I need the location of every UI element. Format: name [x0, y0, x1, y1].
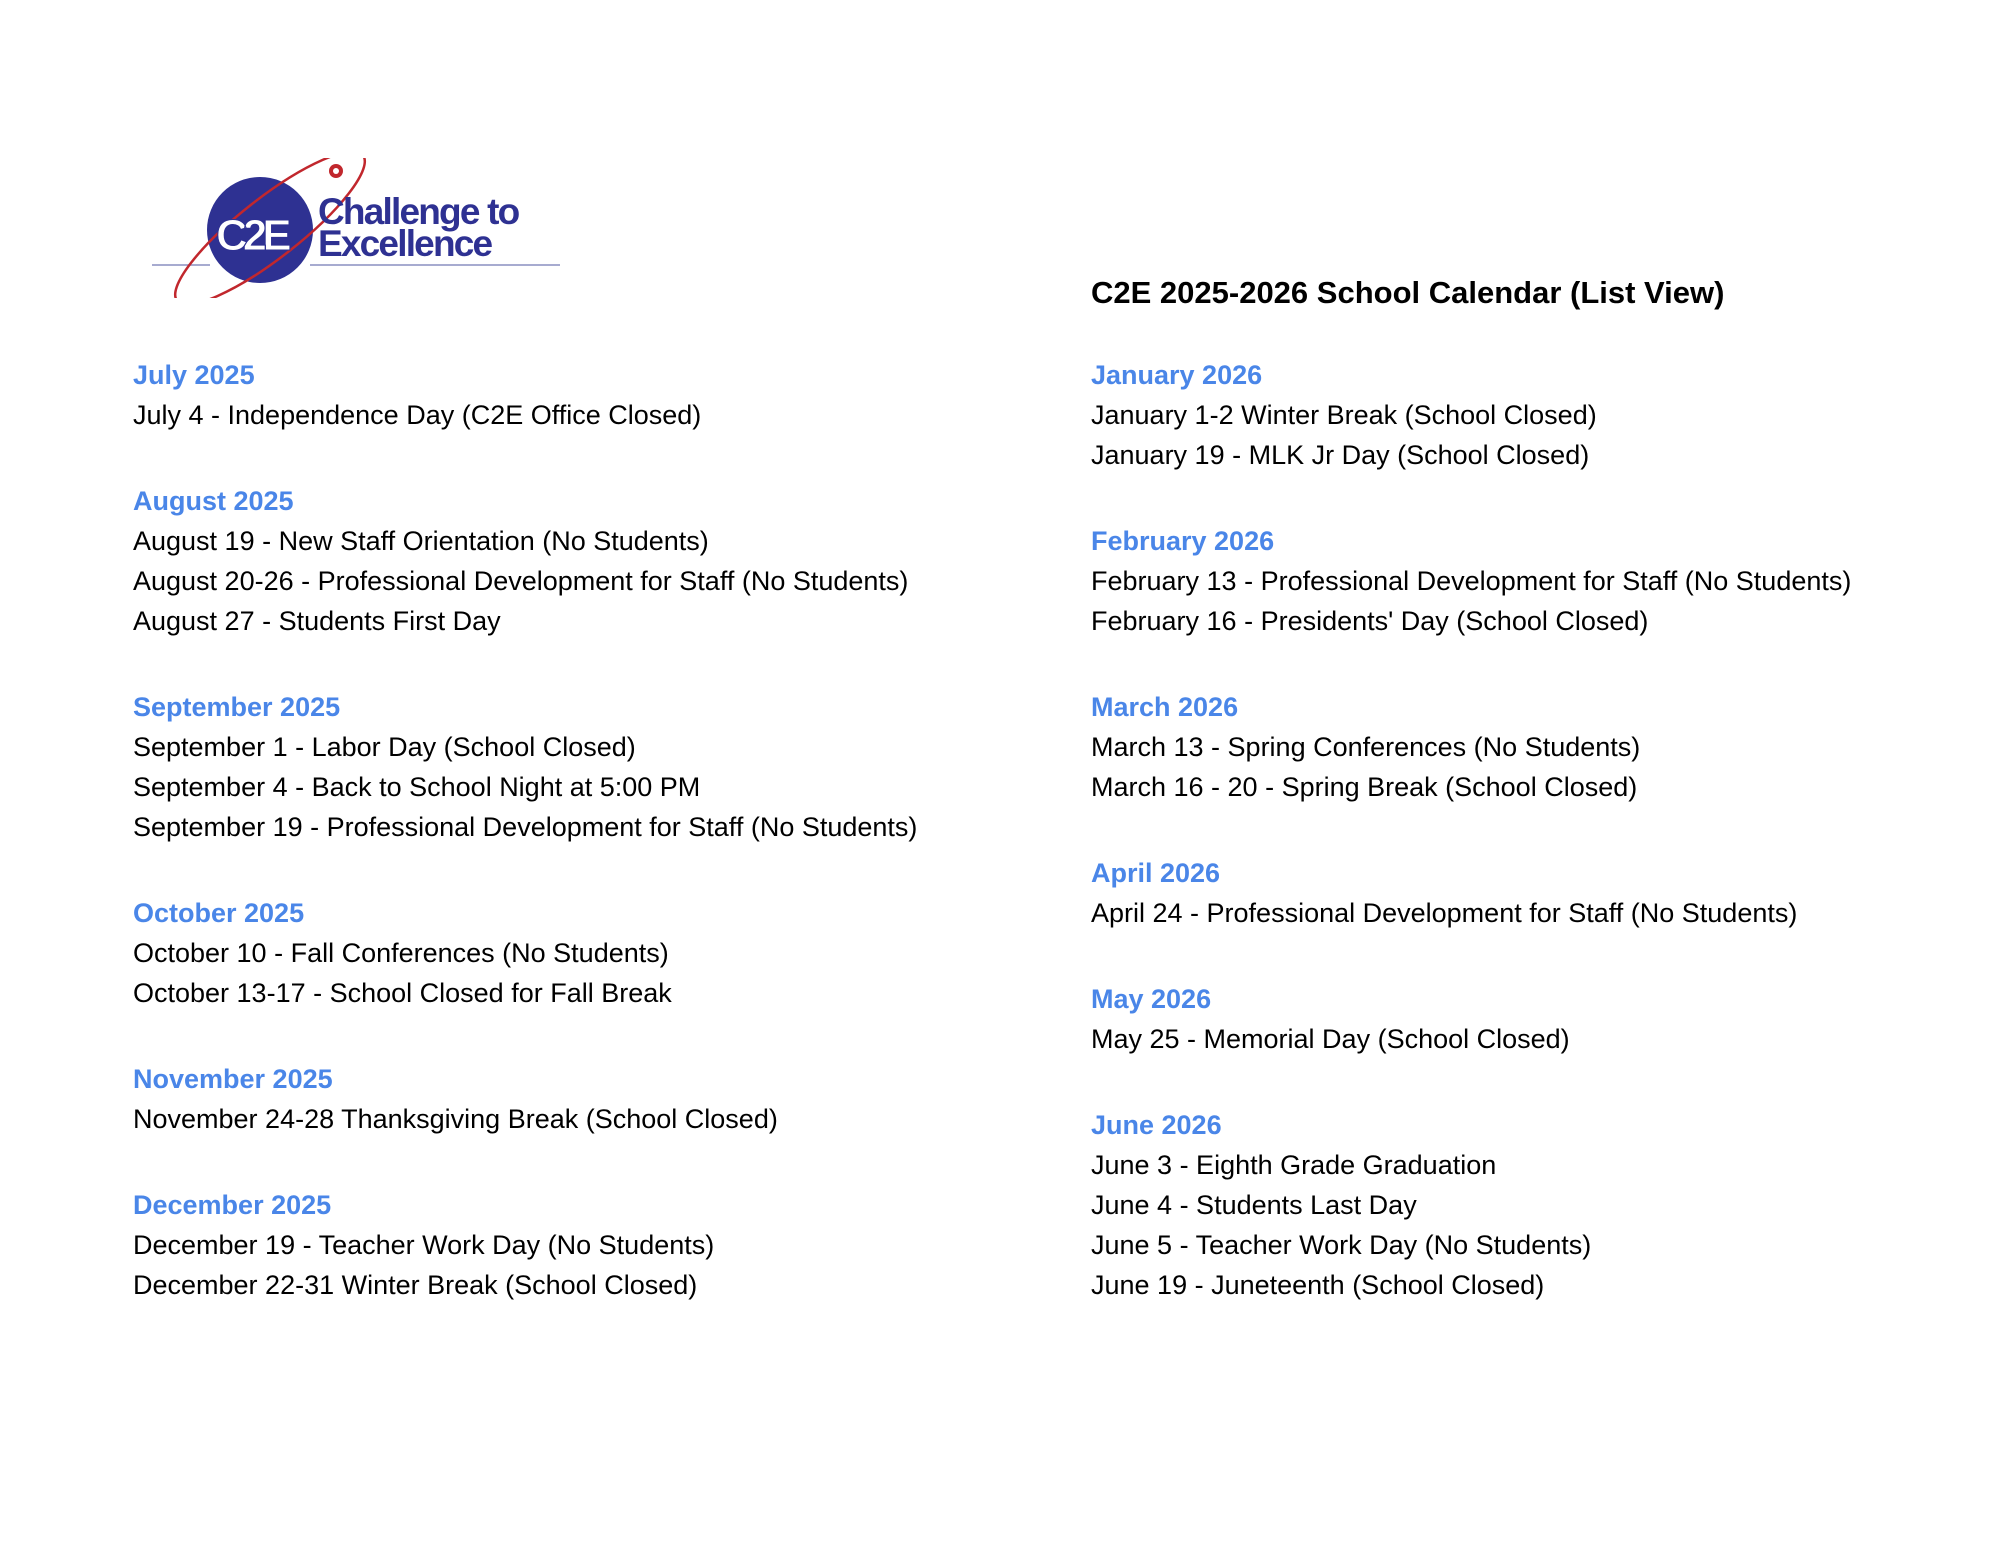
month-section	[1091, 687, 1851, 807]
month-heading: June 2026	[1091, 1110, 1222, 1140]
c2e-logo	[150, 158, 570, 298]
month-section	[1091, 853, 1851, 933]
calendar-event: February 16 - Presidents' Day (School Closed)	[1091, 606, 1649, 636]
month-heading: December 2025	[133, 1190, 332, 1220]
calendar-event: August 27 - Students First Day	[133, 606, 501, 636]
month-heading: September 2025	[133, 692, 341, 722]
calendar-event: June 4 - Students Last Day	[1091, 1190, 1417, 1220]
calendar-event: February 13 - Professional Development for Staff (No Students)	[1091, 566, 1852, 596]
month-heading: April 2026	[1091, 858, 1221, 888]
month-section	[133, 481, 917, 641]
month-heading: January 2026	[1091, 360, 1263, 390]
month-heading: May 2026	[1091, 984, 1212, 1014]
calendar-event: April 24 - Professional Development for Staff (No Students)	[1091, 898, 1798, 928]
calendar-event: October 13-17 - School Closed for Fall Break	[133, 978, 672, 1008]
calendar-event: March 16 - 20 - Spring Break (School Closed)	[1091, 772, 1638, 802]
page-title: C2E 2025-2026 School Calendar (List View)	[1091, 275, 1725, 310]
calendar-event: October 10 - Fall Conferences (No Students)	[133, 938, 669, 968]
month-heading: November 2025	[133, 1064, 333, 1094]
calendar-event: August 19 - New Staff Orientation (No Students)	[133, 526, 709, 556]
calendar-event: June 5 - Teacher Work Day (No Students)	[1091, 1230, 1592, 1260]
calendar-event: December 19 - Teacher Work Day (No Students)	[133, 1230, 715, 1260]
month-section	[133, 1185, 917, 1305]
calendar-event: January 19 - MLK Jr Day (School Closed)	[1091, 440, 1590, 470]
calendar-event: June 3 - Eighth Grade Graduation	[1091, 1150, 1497, 1180]
month-section	[133, 893, 917, 1013]
calendar-event: July 4 - Independence Day (C2E Office Closed)	[133, 400, 702, 430]
month-heading: August 2025	[133, 486, 294, 516]
calendar-event: June 19 - Juneteenth (School Closed)	[1091, 1270, 1545, 1300]
month-heading: February 2026	[1091, 526, 1275, 556]
month-section	[133, 687, 917, 847]
logo-line-1: Challenge to	[318, 191, 519, 232]
month-section	[133, 1059, 917, 1139]
calendar-event: March 13 - Spring Conferences (No Students)	[1091, 732, 1641, 762]
calendar-event: September 4 - Back to School Night at 5:00 PM	[133, 772, 701, 802]
month-section	[1091, 355, 1851, 475]
calendar-event: September 1 - Labor Day (School Closed)	[133, 732, 636, 762]
month-section	[1091, 979, 1851, 1059]
right-column	[1091, 355, 1851, 1351]
logo-monogram: C2E	[216, 211, 287, 260]
calendar-event: November 24-28 Thanksgiving Break (School Closed)	[133, 1104, 778, 1134]
month-section	[1091, 521, 1851, 641]
calendar-event: January 1-2 Winter Break (School Closed)	[1091, 400, 1597, 430]
calendar-event: May 25 - Memorial Day (School Closed)	[1091, 1024, 1570, 1054]
month-heading: March 2026	[1091, 692, 1239, 722]
left-column	[133, 355, 917, 1351]
month-heading: October 2025	[133, 898, 305, 928]
month-heading: July 2025	[133, 360, 255, 390]
logo-line-2: Excellence	[318, 223, 492, 264]
calendar-event: August 20-26 - Professional Development for Staff (No Students)	[133, 566, 909, 596]
calendar-event: September 19 - Professional Development for Staff (No Students)	[133, 812, 918, 842]
month-section	[1091, 1105, 1851, 1305]
month-section	[133, 355, 917, 435]
calendar-event: December 22-31 Winter Break (School Closed)	[133, 1270, 698, 1300]
